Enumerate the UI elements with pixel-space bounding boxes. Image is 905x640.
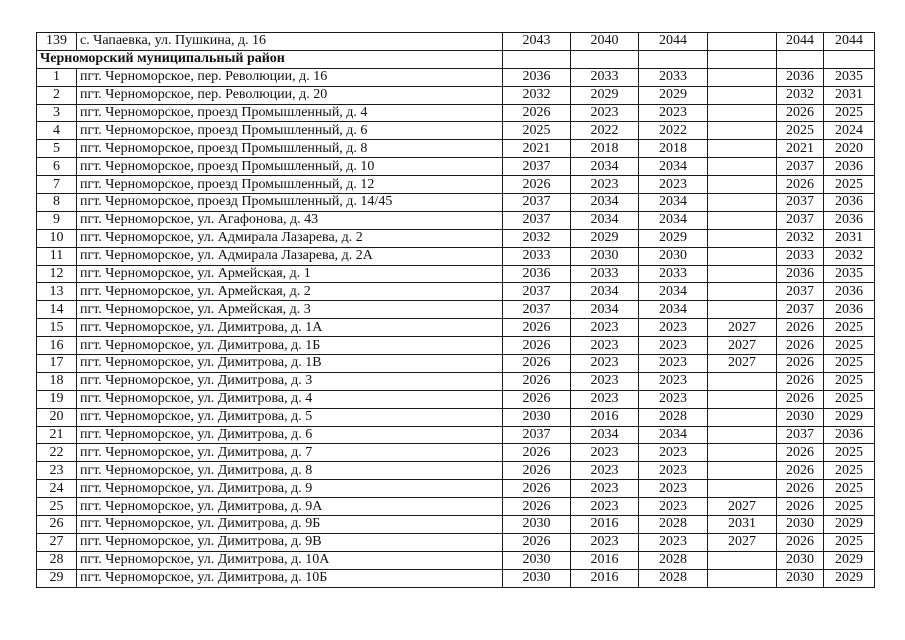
year-cell-4 [708, 122, 777, 140]
year-cell-2: 2023 [571, 176, 639, 194]
year-cell-4 [708, 104, 777, 122]
table-row [37, 533, 875, 551]
year-cell-3: 2034 [639, 426, 708, 444]
table-row [37, 158, 875, 176]
year-cell-4 [708, 301, 777, 319]
year-cell-5: 2026 [777, 390, 824, 408]
year-cell-1: 2036 [503, 68, 571, 86]
year-cell-5: 2026 [777, 480, 824, 498]
year-cell-5: 2021 [777, 140, 824, 158]
year-cell-1: 2026 [503, 372, 571, 390]
table-row [37, 444, 875, 462]
table-row [37, 283, 875, 301]
table-row [37, 337, 875, 355]
year-cell-4 [708, 140, 777, 158]
year-cell-2: 2023 [571, 498, 639, 516]
year-cell-5: 2026 [777, 533, 824, 551]
year-cell-1: 2026 [503, 533, 571, 551]
year-cell-4 [708, 86, 777, 104]
year-cell-1: 2030 [503, 569, 571, 587]
table-row [37, 390, 875, 408]
row-number: 25 [37, 498, 77, 516]
year-cell-4 [708, 158, 777, 176]
address-cell: пгт. Черноморское, ул. Димитрова, д. 1В [77, 355, 503, 373]
address-cell: пгт. Черноморское, ул. Димитрова, д. 4 [77, 390, 503, 408]
address-cell: пгт. Черноморское, ул. Димитрова, д. 9А [77, 498, 503, 516]
year-cell-3: 2023 [639, 372, 708, 390]
year-cell-2: 2030 [571, 247, 639, 265]
address-cell: пгт. Черноморское, ул. Димитрова, д. 6 [77, 426, 503, 444]
address-cell: с. Чапаевка, ул. Пушкина, д. 16 [77, 33, 503, 51]
address-cell: пгт. Черноморское, проезд Промышленный, д. 6 [77, 122, 503, 140]
table-row [37, 516, 875, 534]
row-number: 1 [37, 68, 77, 86]
year-cell-1: 2026 [503, 444, 571, 462]
year-cell-6: 2029 [824, 516, 875, 534]
year-cell-5: 2026 [777, 498, 824, 516]
year-cell-1: 2037 [503, 194, 571, 212]
year-cell-5: 2030 [777, 516, 824, 534]
year-cell-5: 2036 [777, 265, 824, 283]
year-cell-2: 2016 [571, 408, 639, 426]
year-cell-3: 2034 [639, 301, 708, 319]
year-cell-2: 2023 [571, 480, 639, 498]
year-cell-1: 2036 [503, 265, 571, 283]
year-cell-6: 2025 [824, 319, 875, 337]
year-cell-4 [708, 283, 777, 301]
year-cell-2: 2023 [571, 372, 639, 390]
year-cell-5: 2026 [777, 355, 824, 373]
row-number: 2 [37, 86, 77, 104]
year-cell-4 [708, 444, 777, 462]
address-cell: пгт. Черноморское, ул. Димитрова, д. 1Б [77, 337, 503, 355]
year-cell-3: 2022 [639, 122, 708, 140]
row-number: 27 [37, 533, 77, 551]
address-cell: пгт. Черноморское, ул. Адмирала Лазарева, д. 2А [77, 247, 503, 265]
year-cell-3: 2023 [639, 444, 708, 462]
address-cell: пгт. Черноморское, ул. Димитрова, д. 9Б [77, 516, 503, 534]
year-cell-5: 2033 [777, 247, 824, 265]
row-number: 15 [37, 319, 77, 337]
table-row [37, 229, 875, 247]
address-cell: пгт. Черноморское, ул. Армейская, д. 1 [77, 265, 503, 283]
empty-cell [708, 50, 777, 68]
year-cell-3: 2023 [639, 480, 708, 498]
year-cell-3: 2034 [639, 194, 708, 212]
year-cell-1: 2032 [503, 86, 571, 104]
year-cell-5: 2026 [777, 104, 824, 122]
year-cell-2: 2034 [571, 301, 639, 319]
table-row [37, 319, 875, 337]
year-cell-6: 2029 [824, 408, 875, 426]
year-cell-2: 2034 [571, 211, 639, 229]
year-cell-4 [708, 569, 777, 587]
year-cell-6: 2032 [824, 247, 875, 265]
year-cell-3: 2023 [639, 390, 708, 408]
row-number: 12 [37, 265, 77, 283]
year-cell-4 [708, 229, 777, 247]
address-cell: пгт. Черноморское, пер. Революции, д. 20 [77, 86, 503, 104]
table-row [37, 247, 875, 265]
table-row [37, 104, 875, 122]
year-cell-6: 2025 [824, 533, 875, 551]
year-cell-3: 2023 [639, 319, 708, 337]
row-number: 13 [37, 283, 77, 301]
table-row [37, 68, 875, 86]
row-number: 29 [37, 569, 77, 587]
year-cell-3: 2033 [639, 265, 708, 283]
year-cell-2: 2022 [571, 122, 639, 140]
section-title: Черноморский муниципальный район [37, 50, 503, 68]
year-cell-3: 2044 [639, 33, 708, 51]
year-cell-3: 2030 [639, 247, 708, 265]
year-cell-2: 2023 [571, 104, 639, 122]
year-cell-6: 2025 [824, 176, 875, 194]
year-cell-6: 2035 [824, 68, 875, 86]
year-cell-5: 2032 [777, 229, 824, 247]
year-cell-3: 2028 [639, 569, 708, 587]
year-cell-6: 2036 [824, 194, 875, 212]
year-cell-3: 2034 [639, 158, 708, 176]
table-row [37, 194, 875, 212]
year-cell-6: 2025 [824, 337, 875, 355]
year-cell-4: 2027 [708, 498, 777, 516]
year-cell-6: 2024 [824, 122, 875, 140]
year-cell-4 [708, 265, 777, 283]
year-cell-5: 2036 [777, 68, 824, 86]
address-cell: пгт. Черноморское, ул. Димитрова, д. 10А [77, 551, 503, 569]
table-body [37, 33, 875, 588]
year-cell-1: 2030 [503, 516, 571, 534]
year-cell-5: 2026 [777, 319, 824, 337]
housing-schedule-table [36, 32, 875, 588]
table-row [37, 122, 875, 140]
address-cell: пгт. Черноморское, ул. Димитрова, д. 7 [77, 444, 503, 462]
year-cell-2: 2018 [571, 140, 639, 158]
row-number: 26 [37, 516, 77, 534]
table-row [37, 408, 875, 426]
year-cell-2: 2023 [571, 533, 639, 551]
year-cell-5: 2037 [777, 211, 824, 229]
year-cell-6: 2025 [824, 498, 875, 516]
year-cell-1: 2026 [503, 104, 571, 122]
empty-cell [571, 50, 639, 68]
table-row [37, 426, 875, 444]
table-row [37, 355, 875, 373]
row-number: 28 [37, 551, 77, 569]
row-number: 4 [37, 122, 77, 140]
year-cell-1: 2021 [503, 140, 571, 158]
row-number: 16 [37, 337, 77, 355]
year-cell-6: 2025 [824, 104, 875, 122]
address-cell: пгт. Черноморское, ул. Армейская, д. 3 [77, 301, 503, 319]
year-cell-6: 2035 [824, 265, 875, 283]
year-cell-6: 2036 [824, 283, 875, 301]
year-cell-1: 2043 [503, 33, 571, 51]
table-row [37, 462, 875, 480]
row-number: 7 [37, 176, 77, 194]
year-cell-6: 2036 [824, 158, 875, 176]
year-cell-1: 2026 [503, 337, 571, 355]
year-cell-2: 2029 [571, 229, 639, 247]
address-cell: пгт. Черноморское, ул. Димитрова, д. 9 [77, 480, 503, 498]
year-cell-6: 2029 [824, 551, 875, 569]
year-cell-4 [708, 33, 777, 51]
year-cell-5: 2026 [777, 337, 824, 355]
empty-cell [777, 50, 824, 68]
empty-cell [824, 50, 875, 68]
table-row [37, 176, 875, 194]
year-cell-1: 2025 [503, 122, 571, 140]
year-cell-3: 2033 [639, 68, 708, 86]
year-cell-4 [708, 462, 777, 480]
year-cell-5: 2026 [777, 372, 824, 390]
address-cell: пгт. Черноморское, ул. Димитрова, д. 10Б [77, 569, 503, 587]
empty-cell [639, 50, 708, 68]
table-row [37, 265, 875, 283]
year-cell-5: 2037 [777, 194, 824, 212]
year-cell-4 [708, 194, 777, 212]
year-cell-4 [708, 408, 777, 426]
year-cell-6: 2025 [824, 480, 875, 498]
year-cell-2: 2016 [571, 551, 639, 569]
year-cell-4 [708, 480, 777, 498]
year-cell-3: 2034 [639, 211, 708, 229]
year-cell-2: 2023 [571, 337, 639, 355]
year-cell-1: 2026 [503, 480, 571, 498]
year-cell-6: 2025 [824, 355, 875, 373]
year-cell-4 [708, 68, 777, 86]
year-cell-4 [708, 211, 777, 229]
year-cell-1: 2026 [503, 498, 571, 516]
year-cell-6: 2025 [824, 390, 875, 408]
row-number: 8 [37, 194, 77, 212]
year-cell-5: 2026 [777, 444, 824, 462]
year-cell-3: 2023 [639, 176, 708, 194]
table-row [37, 33, 875, 51]
row-number: 14 [37, 301, 77, 319]
year-cell-2: 2033 [571, 68, 639, 86]
table-row [37, 372, 875, 390]
address-cell: пгт. Черноморское, ул. Димитрова, д. 9В [77, 533, 503, 551]
year-cell-2: 2040 [571, 33, 639, 51]
row-number: 6 [37, 158, 77, 176]
year-cell-1: 2026 [503, 355, 571, 373]
year-cell-6: 2036 [824, 301, 875, 319]
year-cell-3: 2023 [639, 462, 708, 480]
year-cell-1: 2037 [503, 301, 571, 319]
year-cell-5: 2037 [777, 301, 824, 319]
row-number: 23 [37, 462, 77, 480]
year-cell-3: 2023 [639, 533, 708, 551]
year-cell-4 [708, 390, 777, 408]
year-cell-2: 2034 [571, 194, 639, 212]
year-cell-3: 2023 [639, 355, 708, 373]
table-row [37, 480, 875, 498]
section-row [37, 50, 875, 68]
row-number: 3 [37, 104, 77, 122]
year-cell-2: 2034 [571, 283, 639, 301]
year-cell-6: 2020 [824, 140, 875, 158]
year-cell-6: 2031 [824, 86, 875, 104]
year-cell-6: 2025 [824, 444, 875, 462]
year-cell-4 [708, 426, 777, 444]
year-cell-2: 2016 [571, 569, 639, 587]
document-page [36, 32, 875, 588]
year-cell-4: 2027 [708, 337, 777, 355]
year-cell-2: 2033 [571, 265, 639, 283]
address-cell: пгт. Черноморское, проезд Промышленный, д. 12 [77, 176, 503, 194]
year-cell-1: 2033 [503, 247, 571, 265]
year-cell-5: 2025 [777, 122, 824, 140]
year-cell-2: 2034 [571, 158, 639, 176]
address-cell: пгт. Черноморское, ул. Агафонова, д. 43 [77, 211, 503, 229]
address-cell: пгт. Черноморское, пер. Революции, д. 16 [77, 68, 503, 86]
year-cell-4: 2031 [708, 516, 777, 534]
year-cell-1: 2037 [503, 211, 571, 229]
year-cell-1: 2032 [503, 229, 571, 247]
row-number: 9 [37, 211, 77, 229]
address-cell: пгт. Черноморское, ул. Димитрова, д. 8 [77, 462, 503, 480]
year-cell-5: 2037 [777, 283, 824, 301]
row-number: 19 [37, 390, 77, 408]
address-cell: пгт. Черноморское, проезд Промышленный, д. 8 [77, 140, 503, 158]
address-cell: пгт. Черноморское, ул. Адмирала Лазарева, д. 2 [77, 229, 503, 247]
year-cell-5: 2044 [777, 33, 824, 51]
table-row [37, 301, 875, 319]
year-cell-2: 2023 [571, 462, 639, 480]
year-cell-4 [708, 551, 777, 569]
year-cell-6: 2031 [824, 229, 875, 247]
address-cell: пгт. Черноморское, ул. Димитрова, д. 5 [77, 408, 503, 426]
year-cell-3: 2028 [639, 408, 708, 426]
address-cell: пгт. Черноморское, проезд Промышленный, д. 4 [77, 104, 503, 122]
table-row [37, 140, 875, 158]
empty-cell [503, 50, 571, 68]
year-cell-4 [708, 372, 777, 390]
year-cell-2: 2023 [571, 355, 639, 373]
table-row [37, 551, 875, 569]
year-cell-6: 2025 [824, 462, 875, 480]
year-cell-3: 2028 [639, 516, 708, 534]
year-cell-5: 2032 [777, 86, 824, 104]
year-cell-1: 2026 [503, 176, 571, 194]
row-number: 17 [37, 355, 77, 373]
year-cell-1: 2037 [503, 158, 571, 176]
row-number: 5 [37, 140, 77, 158]
year-cell-1: 2026 [503, 462, 571, 480]
year-cell-6: 2036 [824, 211, 875, 229]
year-cell-3: 2023 [639, 337, 708, 355]
year-cell-5: 2030 [777, 551, 824, 569]
year-cell-5: 2026 [777, 176, 824, 194]
year-cell-2: 2016 [571, 516, 639, 534]
year-cell-2: 2023 [571, 390, 639, 408]
address-cell: пгт. Черноморское, проезд Промышленный, д. 14/45 [77, 194, 503, 212]
year-cell-3: 2029 [639, 229, 708, 247]
table-row [37, 86, 875, 104]
year-cell-3: 2023 [639, 498, 708, 516]
row-number: 11 [37, 247, 77, 265]
year-cell-1: 2026 [503, 390, 571, 408]
year-cell-2: 2029 [571, 86, 639, 104]
year-cell-4: 2027 [708, 533, 777, 551]
year-cell-5: 2037 [777, 426, 824, 444]
year-cell-1: 2037 [503, 283, 571, 301]
year-cell-4 [708, 247, 777, 265]
address-cell: пгт. Черноморское, ул. Димитрова, д. 3 [77, 372, 503, 390]
year-cell-3: 2023 [639, 104, 708, 122]
year-cell-2: 2023 [571, 444, 639, 462]
row-number: 20 [37, 408, 77, 426]
year-cell-2: 2023 [571, 319, 639, 337]
year-cell-4: 2027 [708, 319, 777, 337]
year-cell-6: 2036 [824, 426, 875, 444]
row-number: 10 [37, 229, 77, 247]
year-cell-5: 2026 [777, 462, 824, 480]
row-number: 21 [37, 426, 77, 444]
address-cell: пгт. Черноморское, ул. Димитрова, д. 1А [77, 319, 503, 337]
year-cell-3: 2029 [639, 86, 708, 104]
row-number: 22 [37, 444, 77, 462]
row-number: 18 [37, 372, 77, 390]
year-cell-5: 2030 [777, 408, 824, 426]
year-cell-6: 2025 [824, 372, 875, 390]
year-cell-2: 2034 [571, 426, 639, 444]
address-cell: пгт. Черноморское, проезд Промышленный, д. 10 [77, 158, 503, 176]
year-cell-1: 2026 [503, 319, 571, 337]
year-cell-1: 2030 [503, 408, 571, 426]
year-cell-3: 2028 [639, 551, 708, 569]
table-row [37, 498, 875, 516]
year-cell-4: 2027 [708, 355, 777, 373]
year-cell-6: 2029 [824, 569, 875, 587]
year-cell-5: 2030 [777, 569, 824, 587]
year-cell-5: 2037 [777, 158, 824, 176]
year-cell-1: 2037 [503, 426, 571, 444]
row-number: 24 [37, 480, 77, 498]
table-row [37, 569, 875, 587]
year-cell-1: 2030 [503, 551, 571, 569]
table-row [37, 211, 875, 229]
year-cell-4 [708, 176, 777, 194]
address-cell: пгт. Черноморское, ул. Армейская, д. 2 [77, 283, 503, 301]
year-cell-3: 2034 [639, 283, 708, 301]
year-cell-6: 2044 [824, 33, 875, 51]
year-cell-3: 2018 [639, 140, 708, 158]
row-number: 139 [37, 33, 77, 51]
